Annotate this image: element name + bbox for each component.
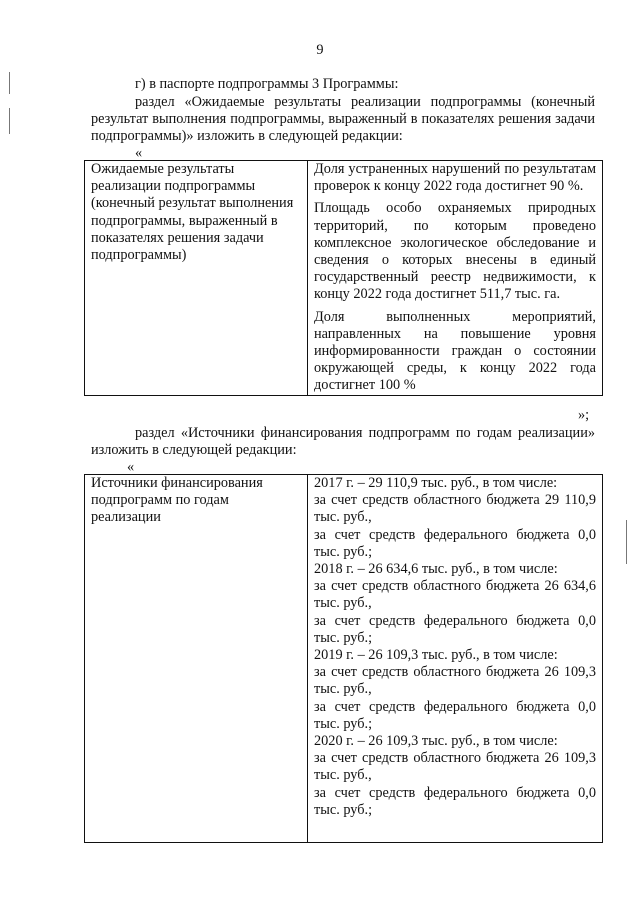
intro-line-subparagraph: г) в паспорте подпрограммы 3 Программы:: [135, 76, 399, 92]
funding-line: за счет средств областного бюджета 26 109,3 тыс. руб.,: [314, 664, 596, 698]
funding-line: за счет средств областного бюджета 26 109,3 тыс. руб.,: [314, 750, 596, 784]
expected-result-item: Доля выполненных мероприятий, направленных на повышение уровня информированности граждан о состоянии окружающей среды, к концу 2022 года достигнет 100 %: [314, 308, 596, 394]
funding-section-instruction: раздел «Источники финансирования подпрограмм по годам реализации» изложить в следующей редакции:: [91, 425, 595, 459]
page-number: 9: [316, 42, 324, 58]
expected-result-item: Доля устраненных нарушений по результатам проверок к концу 2022 года достигнет 90 %.: [314, 161, 596, 195]
funding-line: за счет средств федерального бюджета 0,0 тыс. руб.;: [314, 612, 596, 646]
expected-results-value-cell: [308, 161, 603, 396]
table-row: [85, 475, 603, 843]
funding-line: за счет средств областного бюджета 29 110,9 тыс. руб.,: [314, 492, 596, 526]
table1-open-quote: «: [135, 145, 143, 161]
funding-line: за счет средств областного бюджета 26 634,6 тыс. руб.,: [314, 578, 596, 612]
funding-line: 2017 г. – 29 110,9 тыс. руб., в том числе:: [314, 475, 558, 491]
funding-line: 2019 г. – 26 109,3 тыс. руб., в том числе:: [314, 647, 558, 664]
funding-line: за счет средств федерального бюджета 0,0 тыс. руб.;: [314, 526, 596, 560]
funding-line: 2018 г. – 26 634,6 тыс. руб., в том числе:: [314, 561, 558, 578]
intro-section-instruction: раздел «Ожидаемые результаты реализации подпрограммы (конечный результат выполнения подпрограммы, выраженный в показателях решения задачи подпрограммы)» изложить в следующей редакции:: [91, 94, 595, 145]
margin-scan-mark: [626, 520, 627, 564]
funding-sources-label-cell: Источники финансирования подпрограмм по годам реализации: [85, 475, 308, 843]
table2-open-quote: «: [127, 459, 135, 475]
funding-sources-value-cell: [308, 475, 603, 843]
funding-line: 2020 г. – 26 109,3 тыс. руб., в том числе:: [314, 733, 558, 750]
funding-line: за счет средств федерального бюджета 0,0 тыс. руб.;: [314, 784, 596, 818]
margin-scan-mark: [9, 72, 10, 94]
expected-result-item: Площадь особо охраняемых природных территорий, по которым проведено комплексное экологическое обследование и сведения о которых внесены в единый государственный реестр недвижимости, к концу 2022 года достигнет 511,7 тыс. га.: [314, 200, 596, 303]
margin-scan-mark: [9, 108, 10, 134]
funding-line: за счет средств федерального бюджета 0,0 тыс. руб.;: [314, 698, 596, 732]
expected-results-table: [84, 160, 603, 396]
table-row: [85, 161, 603, 396]
expected-results-label-cell: Ожидаемые результаты реализации подпрограммы (конечный результат выполнения подпрограммы, выраженный в показателях решения задачи подпрограммы): [85, 161, 308, 396]
funding-sources-table: [84, 474, 603, 843]
table1-close-quote: »;: [578, 407, 590, 423]
